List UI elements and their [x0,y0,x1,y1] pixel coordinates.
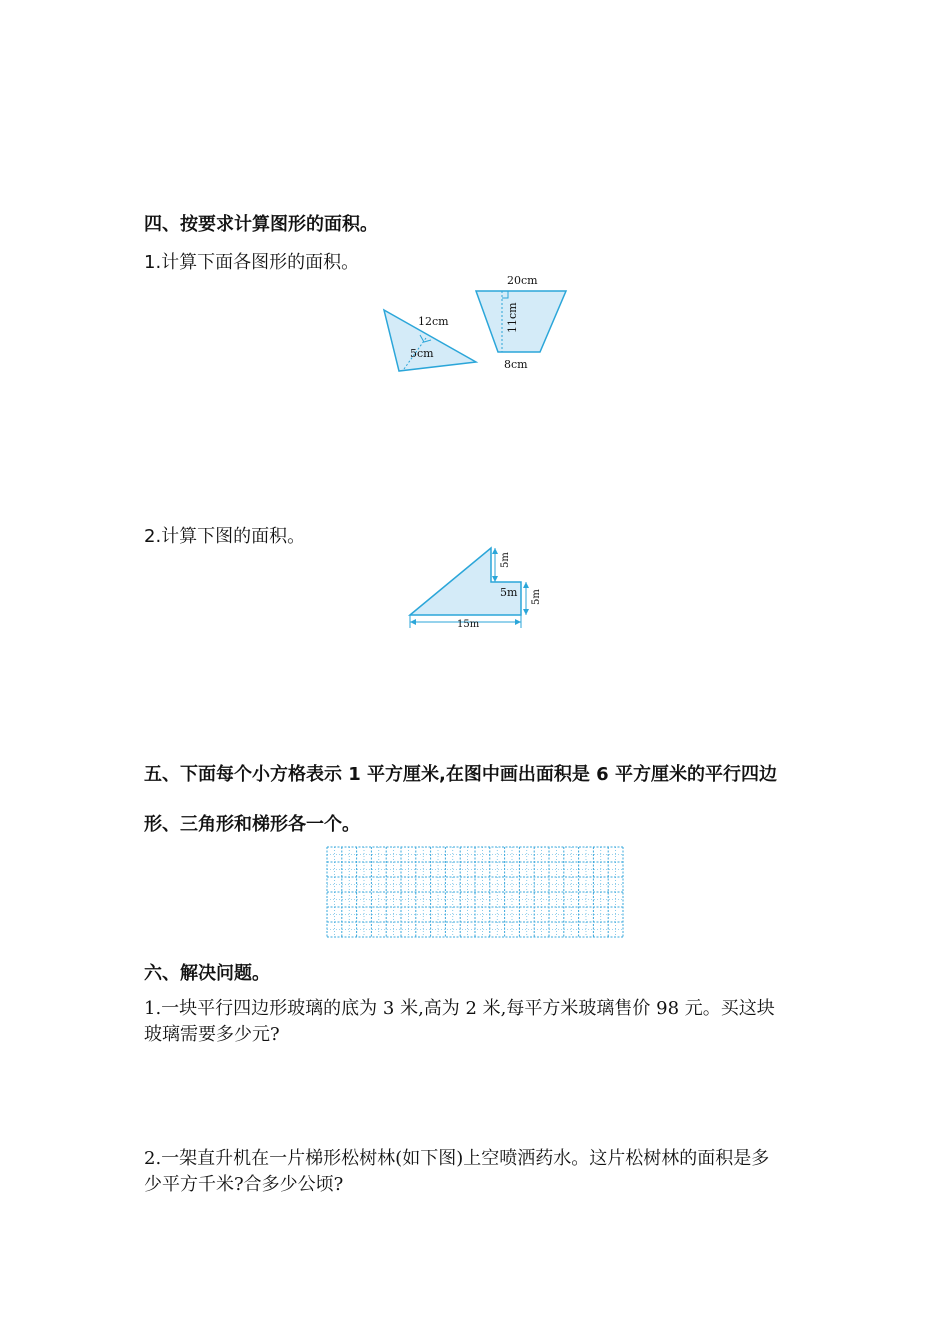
base-label: 15m [457,619,480,630]
triangle-height-label: 5cm [410,347,434,360]
section4-title: 四、按要求计算图形的面积。 [144,214,378,235]
section5-title-line2: 形、三角形和梯形各一个。 [144,814,360,835]
triangle-figure [380,305,480,377]
section6-question2-line2: 少平方千米?合多少公顷? [144,1174,344,1195]
trapezoid-shape [476,291,566,352]
trapezoid-top-label: 20cm [507,274,538,287]
trapezoid-figure [472,272,572,372]
top-step-label: 5m [500,552,511,568]
section5-title-line1: 五、下面每个小方格表示 1 平方厘米,在图中画出面积是 6 平方厘米的平行四边 [144,764,777,785]
inner-width-label: 5m [500,586,518,599]
section6-title: 六、解决问题。 [144,963,270,984]
square-grid[interactable] [326,846,624,938]
composite-figure [405,544,550,634]
section6-question1-line2: 玻璃需要多少元? [144,1024,280,1045]
section4-question1: 1.计算下面各图形的面积。 [144,252,360,273]
triangle-side-label: 12cm [418,315,449,328]
trapezoid-bottom-label: 8cm [504,358,528,371]
section6-question1-line1: 1.一块平行四边形玻璃的底为 3 米,高为 2 米,每平方米玻璃售价 98 元。买这块 [144,998,775,1019]
section6-question2-line1: 2.一架直升机在一片梯形松树林(如下图)上空喷洒药水。这片松树林的面积是多 [144,1148,770,1169]
right-step-label: 5m [531,589,542,605]
section4-question2: 2.计算下图的面积。 [144,526,306,547]
trapezoid-height-label: 11cm [506,302,519,333]
